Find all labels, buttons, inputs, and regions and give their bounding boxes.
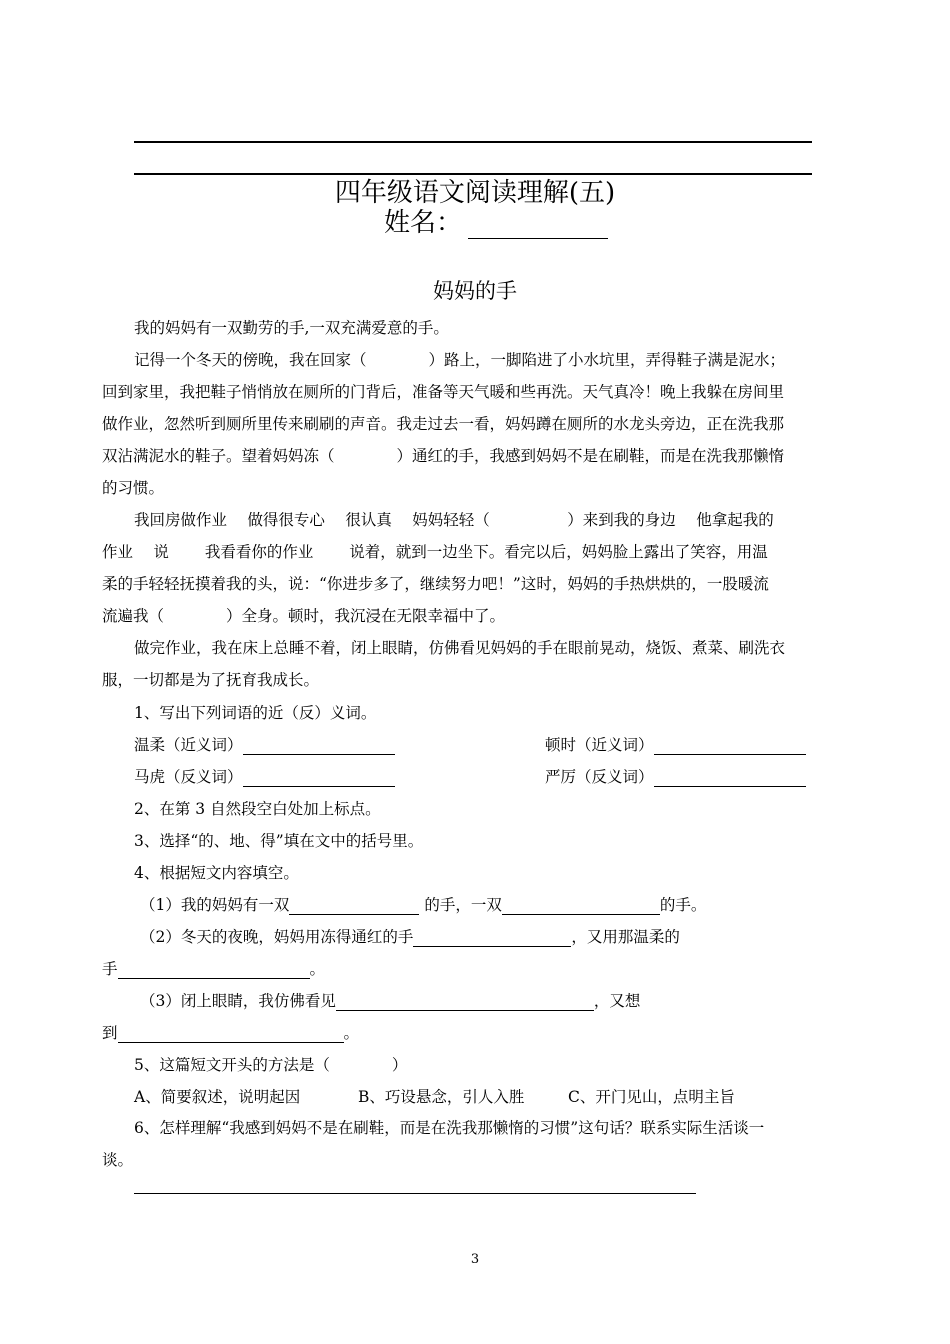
passage-line: 记得一个冬天的傍晚，我在回家（ ）路上，一脚陷进了小水坑里，弄得鞋子满是泥水； <box>134 351 786 369</box>
q4-text: （3）闭上眼睛，我仿佛看见 <box>140 992 336 1010</box>
q4-text: （2）冬天的夜晚，妈妈用冻得通红的手 <box>140 928 414 946</box>
q1-word: 严厉（反义词） <box>545 768 654 786</box>
q4-text: 。 <box>309 960 326 978</box>
answer-blank[interactable] <box>654 768 806 787</box>
q5-option-a[interactable]: A、简要叙述，说明起因 <box>134 1088 301 1106</box>
passage-line: 回到家里，我把鞋子悄悄放在厕所的门背后，准备等天气暖和些再洗。天气真冷！晚上我躲在房间里 <box>102 383 785 401</box>
answer-blank[interactable] <box>336 992 594 1011</box>
question-3: 3、选择“的、地、得”填在文中的括号里。 <box>134 832 424 850</box>
question-1: 1、写出下列词语的近（反）义词。 <box>134 704 377 722</box>
q1-word: 温柔（近义词） <box>134 736 243 754</box>
question-5: 5、这篇短文开头的方法是（ ） <box>134 1056 408 1074</box>
answer-blank[interactable] <box>118 960 310 979</box>
q1-word: 马虎（反义词） <box>134 768 243 786</box>
name-label: 姓名： <box>384 208 463 238</box>
q1-item <box>134 767 434 787</box>
q4-text: 的手。 <box>659 896 707 914</box>
name-field <box>384 202 608 239</box>
answer-blank[interactable] <box>243 736 395 755</box>
question-4: 4、根据短文内容填空。 <box>134 864 299 882</box>
q4-text: ，又想 <box>593 992 641 1010</box>
passage-line: 做作业，忽然听到厕所里传来刷刷的声音。我走过去一看，妈妈蹲在厕所的水龙头旁边，正在洗我那 <box>102 415 785 433</box>
answer-line[interactable] <box>134 1193 696 1194</box>
passage-line: 柔的手轻轻抚摸着我的头，说：“你进步多了，继续努力吧！”这时，妈妈的手热烘烘的，一股暖流 <box>102 575 769 593</box>
passage-line: 做完作业，我在床上总睡不着，闭上眼睛，仿佛看见妈妈的手在眼前晃动，烧饭、煮菜、刷洗衣 <box>134 639 786 657</box>
q4-text: 到 <box>102 1024 118 1042</box>
passage-line: 我的妈妈有一双勤劳的手,一双充满爱意的手。 <box>134 319 449 337</box>
passage-line: 作业 说 我看看你的作业 说着，就到一边坐下。看完以后，妈妈脸上露出了笑容，用温 <box>102 543 768 561</box>
header-rule-top <box>134 141 812 143</box>
passage-line: 流遍我（ ）全身。顿时，我沉浸在无限幸福中了。 <box>102 607 506 625</box>
question-6-cont: 谈。 <box>102 1151 134 1169</box>
passage-line: 我回房做作业 做得很专心 很认真 妈妈轻轻（ ）来到我的身边 他拿起我的 <box>134 511 774 529</box>
answer-blank[interactable] <box>502 896 660 915</box>
q4-text: ，又用那温柔的 <box>571 928 680 946</box>
q4-part-1 <box>140 895 876 915</box>
q4-part-3-cont <box>102 1023 838 1043</box>
q4-part-3 <box>140 991 876 1011</box>
q5-option-c[interactable]: C、开门见山，点明主旨 <box>568 1088 735 1106</box>
answer-blank[interactable] <box>243 768 395 787</box>
page-title: 四年级语文阅读理解(五) <box>334 178 616 208</box>
q4-text: 。 <box>343 1024 360 1042</box>
q4-text: （1）我的妈妈有一双 <box>140 896 290 914</box>
q1-word: 顿时（近义词） <box>545 736 654 754</box>
passage-line: 双沾满泥水的鞋子。望着妈妈冻（ ）通红的手，我感到妈妈不是在刷鞋，而是在洗我那懒惰 <box>102 447 785 465</box>
page-number: 3 <box>470 1252 480 1267</box>
q4-part-2-cont <box>102 959 838 979</box>
q4-text: 手 <box>102 960 118 978</box>
story-title: 妈妈的手 <box>433 279 517 303</box>
q5-option-b[interactable]: B、巧设悬念，引人入胜 <box>358 1088 525 1106</box>
q1-item <box>545 735 845 755</box>
passage-line: 的习惯。 <box>102 479 165 497</box>
q4-text: 的手，一双 <box>424 896 502 914</box>
passage-line: 服，一切都是为了抚育我成长。 <box>102 671 320 689</box>
q4-part-2 <box>140 927 876 947</box>
answer-blank[interactable] <box>118 1024 344 1043</box>
name-blank[interactable] <box>468 212 608 239</box>
q1-item <box>545 767 845 787</box>
question-6: 6、怎样理解“我感到妈妈不是在刷鞋，而是在洗我那懒惰的习惯”这句话？联系实际生活谈一 <box>134 1119 765 1137</box>
question-2: 2、在第 3 自然段空白处加上标点。 <box>134 800 381 818</box>
q1-item <box>134 735 434 755</box>
answer-blank[interactable] <box>654 736 806 755</box>
answer-blank[interactable] <box>413 928 571 947</box>
answer-blank[interactable] <box>289 896 419 915</box>
